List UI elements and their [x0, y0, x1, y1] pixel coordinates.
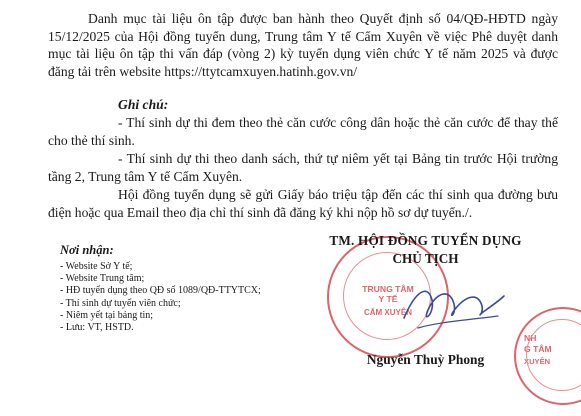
recipient-item: - Website Trung tâm;: [60, 273, 145, 285]
website-link[interactable]: https://ttytcamxuyen.hatinh.gov.vn/: [164, 63, 358, 79]
recipients-block: [60, 243, 320, 334]
handwritten-signature: [398, 270, 508, 340]
side-seal-line-2: G TÂM: [524, 344, 552, 354]
seal-line-1: TRUNG TÂM: [362, 284, 414, 294]
intro-text: Danh mục tài liệu ôn tập được ban hành theo Quyết định số 04/QĐ-HĐTD ngày 15/12/2025 của Hội đồng tuyển dung, Trung tâm Y tế Cẩm Xuyên về việc Phê duyệt danh mục tài liệu ôn tập thi vấn đáp (vòng 2) kỳ tuyển dụng viên chức Y tế năm 2025 và được đăng tải trên website: [48, 11, 558, 79]
note-item-id-card: - Thí sinh dự thi đem theo thẻ căn cước công dân hoặc thẻ căn cước để thay thế cho thẻ thí sinh.: [48, 115, 558, 148]
council-title: TM. HỘI ĐỒNG TUYỂN DỤNG: [329, 233, 522, 248]
seal-line-2: Y TẾ: [378, 294, 398, 304]
note-title: Ghi chú:: [118, 97, 169, 112]
side-seal-line-1: NH: [524, 333, 537, 343]
side-seal-line-3: XUYÊN: [524, 357, 551, 366]
closing-paragraph: Hội đồng tuyển dụng sẽ gửi Giấy báo triệu tập đến các thí sinh qua đường bưu điện hoặc qua Email theo địa chỉ thí sinh đã đăng ký khi nộp hồ sơ dự tuyển./.: [48, 187, 558, 220]
intro-paragraph: [48, 10, 558, 80]
recipient-item: - Niêm yết tại bảng tin;: [60, 309, 154, 321]
recipient-item: - Website Sở Y tế;: [60, 261, 133, 272]
chair-title: CHỦ TỊCH: [392, 251, 459, 266]
seal-line-3: CẨM XUYÊN: [363, 308, 412, 317]
signer-name: Nguyễn Thuỳ Phong: [366, 352, 485, 367]
recipients-title: Nơi nhận:: [60, 243, 114, 257]
recipient-item: - Thí sinh dự tuyển viên chức;: [60, 297, 181, 309]
recipient-item: - Lưu: VT, HSTD.: [60, 322, 134, 334]
note-item-list-posting: - Thí sinh dự thi theo danh sách, thứ tự niêm yết tại Bảng tin trước Hội trường tầng 2, Trung tâm Y tế Cẩm Xuyên.: [48, 151, 558, 184]
recipient-item: - HĐ tuyển dụng theo QĐ số 1089/QĐ-TTYTCX;: [60, 285, 261, 297]
